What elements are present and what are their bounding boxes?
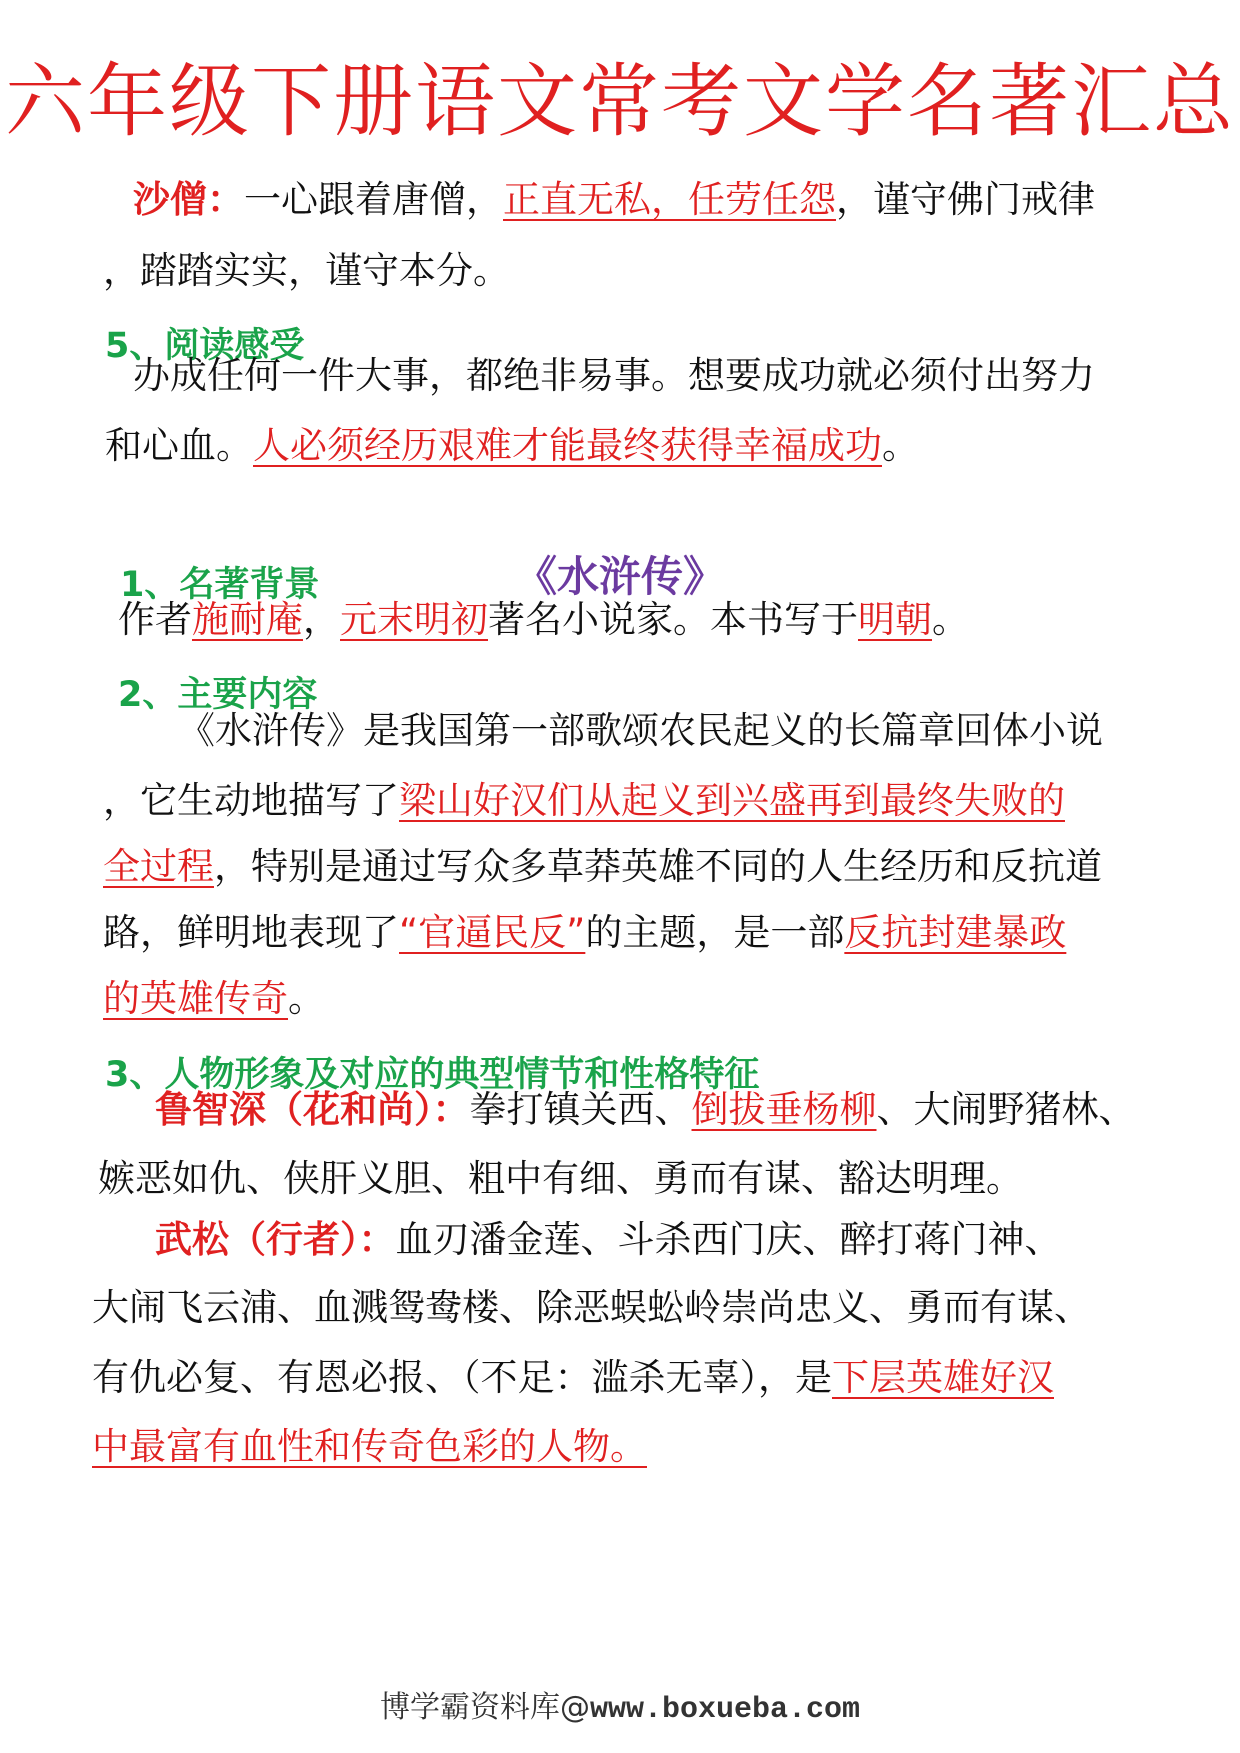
reading-line-2 [105,424,919,467]
wusong-highlight: 中最富有血性和传奇色彩的人物。 [92,1425,647,1468]
content-line-4 [103,911,1067,954]
content-line-3 [103,845,1102,888]
wusong-line-1 [155,1218,1062,1261]
content-line-2 [103,779,1065,822]
wusong-highlight: 下层英雄好汉 [832,1356,1054,1399]
luzhishen-line-1 [155,1088,1136,1131]
content-highlight: 的英雄传奇 [103,977,288,1020]
background-text: ， [303,598,340,641]
background-text: 作者 [118,598,192,641]
reading-text: 。 [882,424,919,467]
content-text: 路，鲜明地表现了 [103,911,399,954]
section-heading-characters: 3、人物形象及对应的典型情节和性格特征 [105,1055,760,1095]
shaseng-line-1 [133,178,1095,221]
content-highlight: 反抗封建暴政 [844,911,1067,954]
shaseng-text: 一心跟着唐僧， [244,178,503,221]
wusong-line-4 [92,1425,647,1468]
reading-highlight: 人必须经历艰难才能最终获得幸福成功 [253,424,882,467]
shaseng-text: ，谨守佛门戒律 [836,178,1095,221]
content-line-1: 《水浒传》是我国第一部歌颂农民起义的长篇章回体小说 [178,709,1103,752]
theme-highlight: “官逼民反” [399,911,586,954]
book-title: 《水浒传》 [514,552,725,601]
section-heading-reading: 5、阅读感受 [105,326,305,366]
content-text: ，特别是通过写众多草莽英雄不同的人生经历和反抗道 [214,845,1102,888]
luzhishen-label: 鲁智深（花和尚）： [155,1088,470,1131]
luzhishen-text: 拳打镇关西、 [469,1088,692,1131]
wusong-line-2: 大闹飞云浦、血溅鸳鸯楼、除恶蜈蚣岭崇尚忠义、勇而有谋、 [92,1286,1091,1329]
wusong-text: 有仇必复、有恩必报、（不足：滥杀无辜），是 [92,1356,832,1399]
shaseng-line-2: ，踏踏实实，谨守本分。 [103,249,510,292]
footer-watermark [0,1690,1240,1727]
wusong-text: 血刃潘金莲、斗杀西门庆、醉打蒋门神、 [395,1218,1062,1261]
reading-text: 和心血。 [105,424,253,467]
luzhishen-line-2: 嫉恶如仇、侠肝义胆、粗中有细、勇而有谋、豁达明理。 [98,1157,1023,1200]
shaseng-highlight: 正直无私，任劳任怨 [503,178,836,221]
luzhishen-highlight: 倒拔垂杨柳 [691,1088,877,1131]
footer-brand: 博学霸资料库@ [379,1690,590,1725]
background-line [118,598,969,641]
era-highlight: 元末明初 [340,598,488,641]
footer-url: www.boxueba.com [589,1693,861,1727]
wusong-line-3 [92,1356,1054,1399]
background-text: 著名小说家。本书写于 [488,598,858,641]
content-text: 。 [288,977,325,1020]
dynasty-highlight: 明朝 [858,598,932,641]
content-text: 的主题，是一部 [585,911,845,954]
author-highlight: 施耐庵 [192,598,303,641]
section-heading-background-text: 1、名著背景 [120,565,320,605]
content-text: ，它生动地描写了 [103,779,399,822]
content-highlight: 梁山好汉们从起义到兴盛再到最终失败的 [399,779,1065,822]
content-line-5 [103,977,325,1020]
page-title: 六年级下册语文常考文学名著汇总 [5,55,1235,148]
shaseng-label: 沙僧： [133,178,244,221]
content-highlight: 全过程 [103,845,214,888]
reading-line-1: 办成任何一件大事，都绝非易事。想要成功就必须付出努力 [133,354,1095,397]
section-heading-content: 2、主要内容 [118,675,318,715]
wusong-label: 武松（行者）： [155,1218,396,1261]
background-text: 。 [932,598,969,641]
luzhishen-text: 、大闹野猪林、 [876,1088,1136,1131]
